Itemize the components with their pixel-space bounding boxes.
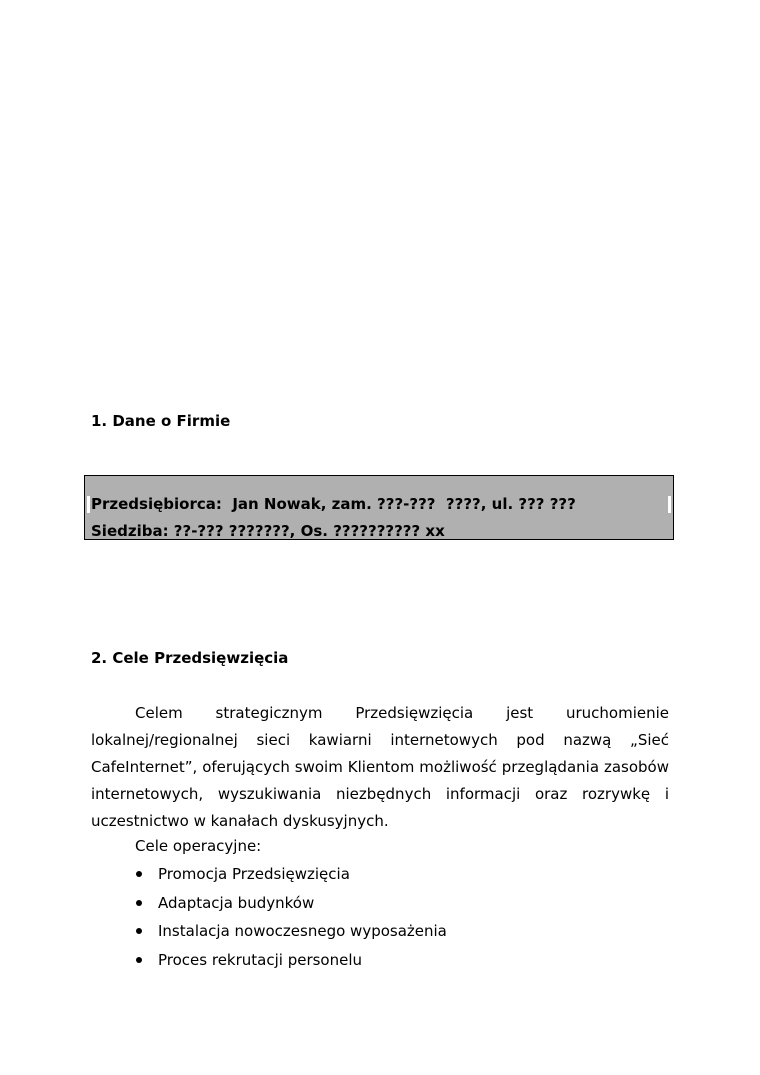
list-item-label: Instalacja nowoczesnego wyposażenia xyxy=(158,922,447,940)
list-item xyxy=(135,919,447,943)
list-item-label: Adaptacja budynków xyxy=(158,893,315,912)
list-item xyxy=(135,948,447,972)
list-item xyxy=(135,862,447,886)
list-item-label: Proces rekrutacji personelu xyxy=(158,950,363,969)
seat-line: Siedziba: ??-??? ???????, Os. ?????????? xx xyxy=(91,522,445,540)
section-heading-goals: 2. Cele Przedsięwzięcia xyxy=(91,649,289,667)
text-frame-marker-left xyxy=(87,496,90,513)
bullet-icon xyxy=(136,871,142,877)
entrepreneur-line: Przedsiębiorca: Jan Nowak, zam. ???-??? ????, ul. ??? ??? xyxy=(91,495,576,513)
bullet-icon xyxy=(136,900,142,906)
bullet-icon xyxy=(136,957,142,963)
section-heading-company-data: 1. Dane o Firmie xyxy=(91,412,231,430)
company-info-box xyxy=(84,475,674,540)
bullet-icon xyxy=(136,928,142,934)
text-frame-marker-right xyxy=(668,496,671,513)
strategic-goal-paragraph: Celem strategicznym Przedsięwzięcia jest uruchomienie lokalnej/regionalnej sieci kawiarni internetowych pod nazwą „Sieć CafeInternet”, oferujących swoim Klientom możliwość przeglądania zasobów internetowych, wyszukiwania niezbędnych informacji oraz rozrywkę i uczestnictwo w kanałach dyskusyjnych. xyxy=(91,704,669,830)
list-item-label: Promocja Przedsięwzięcia xyxy=(158,865,350,883)
operational-goals-list xyxy=(135,862,447,976)
list-item xyxy=(135,891,447,915)
operational-goals-label: Cele operacyjne: xyxy=(135,837,262,855)
